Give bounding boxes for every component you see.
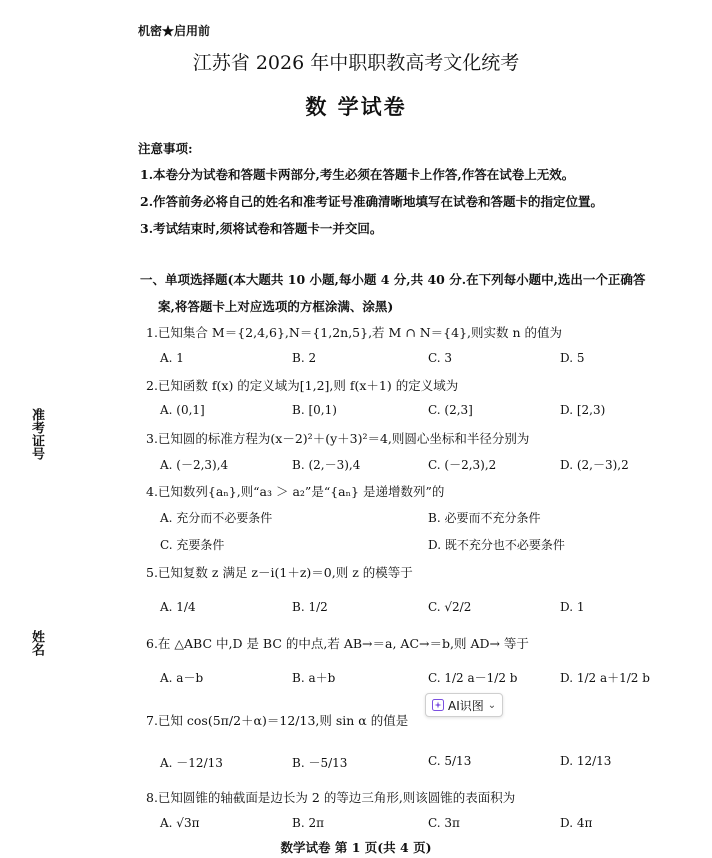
option-a: A. (－2,3),4: [160, 458, 229, 472]
note-item: 1.本卷分为试卷和答题卡两部分,考生必须在答题卡上作答,作答在试卷上无效。: [140, 167, 575, 182]
option-d: D. 1: [560, 600, 585, 614]
option-c: C. 3: [428, 351, 453, 365]
question-stem: 5.已知复数 z 满足 z－i(1＋z)＝0,则 z 的模等于: [146, 565, 413, 580]
note-item: 3.考试结束时,须将试卷和答题卡一并交回。: [140, 221, 383, 236]
confidential-label: 机密★启用前: [138, 24, 211, 38]
exam-title: 江苏省 2026 年中职职教高考文化统考: [192, 52, 520, 74]
exam-subtitle: 数 学试卷: [305, 94, 407, 119]
option-a: A. a－b: [160, 671, 204, 685]
option-d: D. [2,3): [560, 403, 606, 417]
note-item: 2.作答前务必将自己的姓名和准考证号准确清晰地填写在试卷和答题卡的指定位置。: [140, 194, 604, 209]
option-c: C. 1/2 a－1/2 b: [428, 671, 518, 685]
option-b: B. 1/2: [292, 600, 328, 614]
option-a: A. －12/13: [160, 756, 223, 770]
section-heading-line1: 一、单项选择题(本大题共 10 小题,每小题 4 分,共 40 分.在下列每小题中,选出一个正确答: [140, 272, 646, 287]
question-stem: 2.已知函数 f(x) 的定义域为[1,2],则 f(x＋1) 的定义域为: [146, 378, 459, 393]
option-d: D. 5: [560, 351, 585, 365]
option-b: B. (2,－3),4: [292, 458, 361, 472]
name-side-label: 姓名: [29, 630, 44, 656]
option-c: C. √2/2: [428, 600, 472, 614]
option-c: C. 5/13: [428, 754, 472, 768]
chevron-down-icon: ⌄: [487, 699, 497, 711]
question-stem: 8.已知圆锥的轴截面是边长为 2 的等边三角形,则该圆锥的表面积为: [146, 790, 516, 805]
option-b: B. [0,1): [292, 403, 337, 417]
question-stem: 3.已知圆的标准方程为(x－2)²＋(y＋3)²＝4,则圆心坐标和半径分别为: [146, 431, 530, 446]
section-heading-line2: 案,将答题卡上对应选项的方框涂满、涂黑): [158, 299, 394, 314]
option-a: A. 充分而不必要条件: [160, 511, 273, 525]
option-a: A. (0,1]: [160, 403, 205, 417]
question-stem: 4.已知数列{aₙ},则“a₃ ＞ a₂”是“{aₙ} 是递增数列”的: [146, 484, 445, 499]
option-b: B. －5/13: [292, 756, 348, 770]
option-d: D. 1/2 a＋1/2 b: [560, 671, 650, 685]
option-a: A. 1/4: [160, 600, 196, 614]
option-b: B. a＋b: [292, 671, 336, 685]
option-c: C. 充要条件: [160, 538, 225, 552]
question-stem: 6.在 △ABC 中,D 是 BC 的中点,若 AB→＝a, AC→＝b,则 AD→ 等于: [146, 636, 529, 651]
option-a: A. √3π: [160, 816, 200, 830]
option-d: D. 4π: [560, 816, 593, 830]
ai-sparkle-icon: [432, 699, 444, 711]
option-c: C. (－2,3),2: [428, 458, 497, 472]
option-b: B. 必要而不充分条件: [428, 511, 541, 525]
option-a: A. 1: [160, 351, 184, 365]
option-c: C. (2,3]: [428, 403, 473, 417]
exam-id-side-label: 准考证号: [29, 408, 44, 460]
option-d: D. 既不充分也不必要条件: [428, 538, 565, 552]
ai-recognize-button[interactable]: [425, 693, 503, 717]
option-d: D. (2,－3),2: [560, 458, 629, 472]
option-b: B. 2: [292, 351, 317, 365]
option-d: D. 12/13: [560, 754, 612, 768]
page-footer: 数学试卷 第 1 页(共 4 页): [280, 840, 432, 855]
option-b: B. 2π: [292, 816, 324, 830]
ai-button-label: AI识图: [448, 698, 484, 713]
question-stem: 7.已知 cos(5π/2＋α)＝12/13,则 sin α 的值是: [146, 713, 409, 728]
notes-heading: 注意事项:: [138, 141, 193, 156]
question-stem: 1.已知集合 M＝{2,4,6},N＝{1,2n,5},若 M ∩ N＝{4},则实数 n 的值为: [146, 325, 563, 340]
option-c: C. 3π: [428, 816, 460, 830]
